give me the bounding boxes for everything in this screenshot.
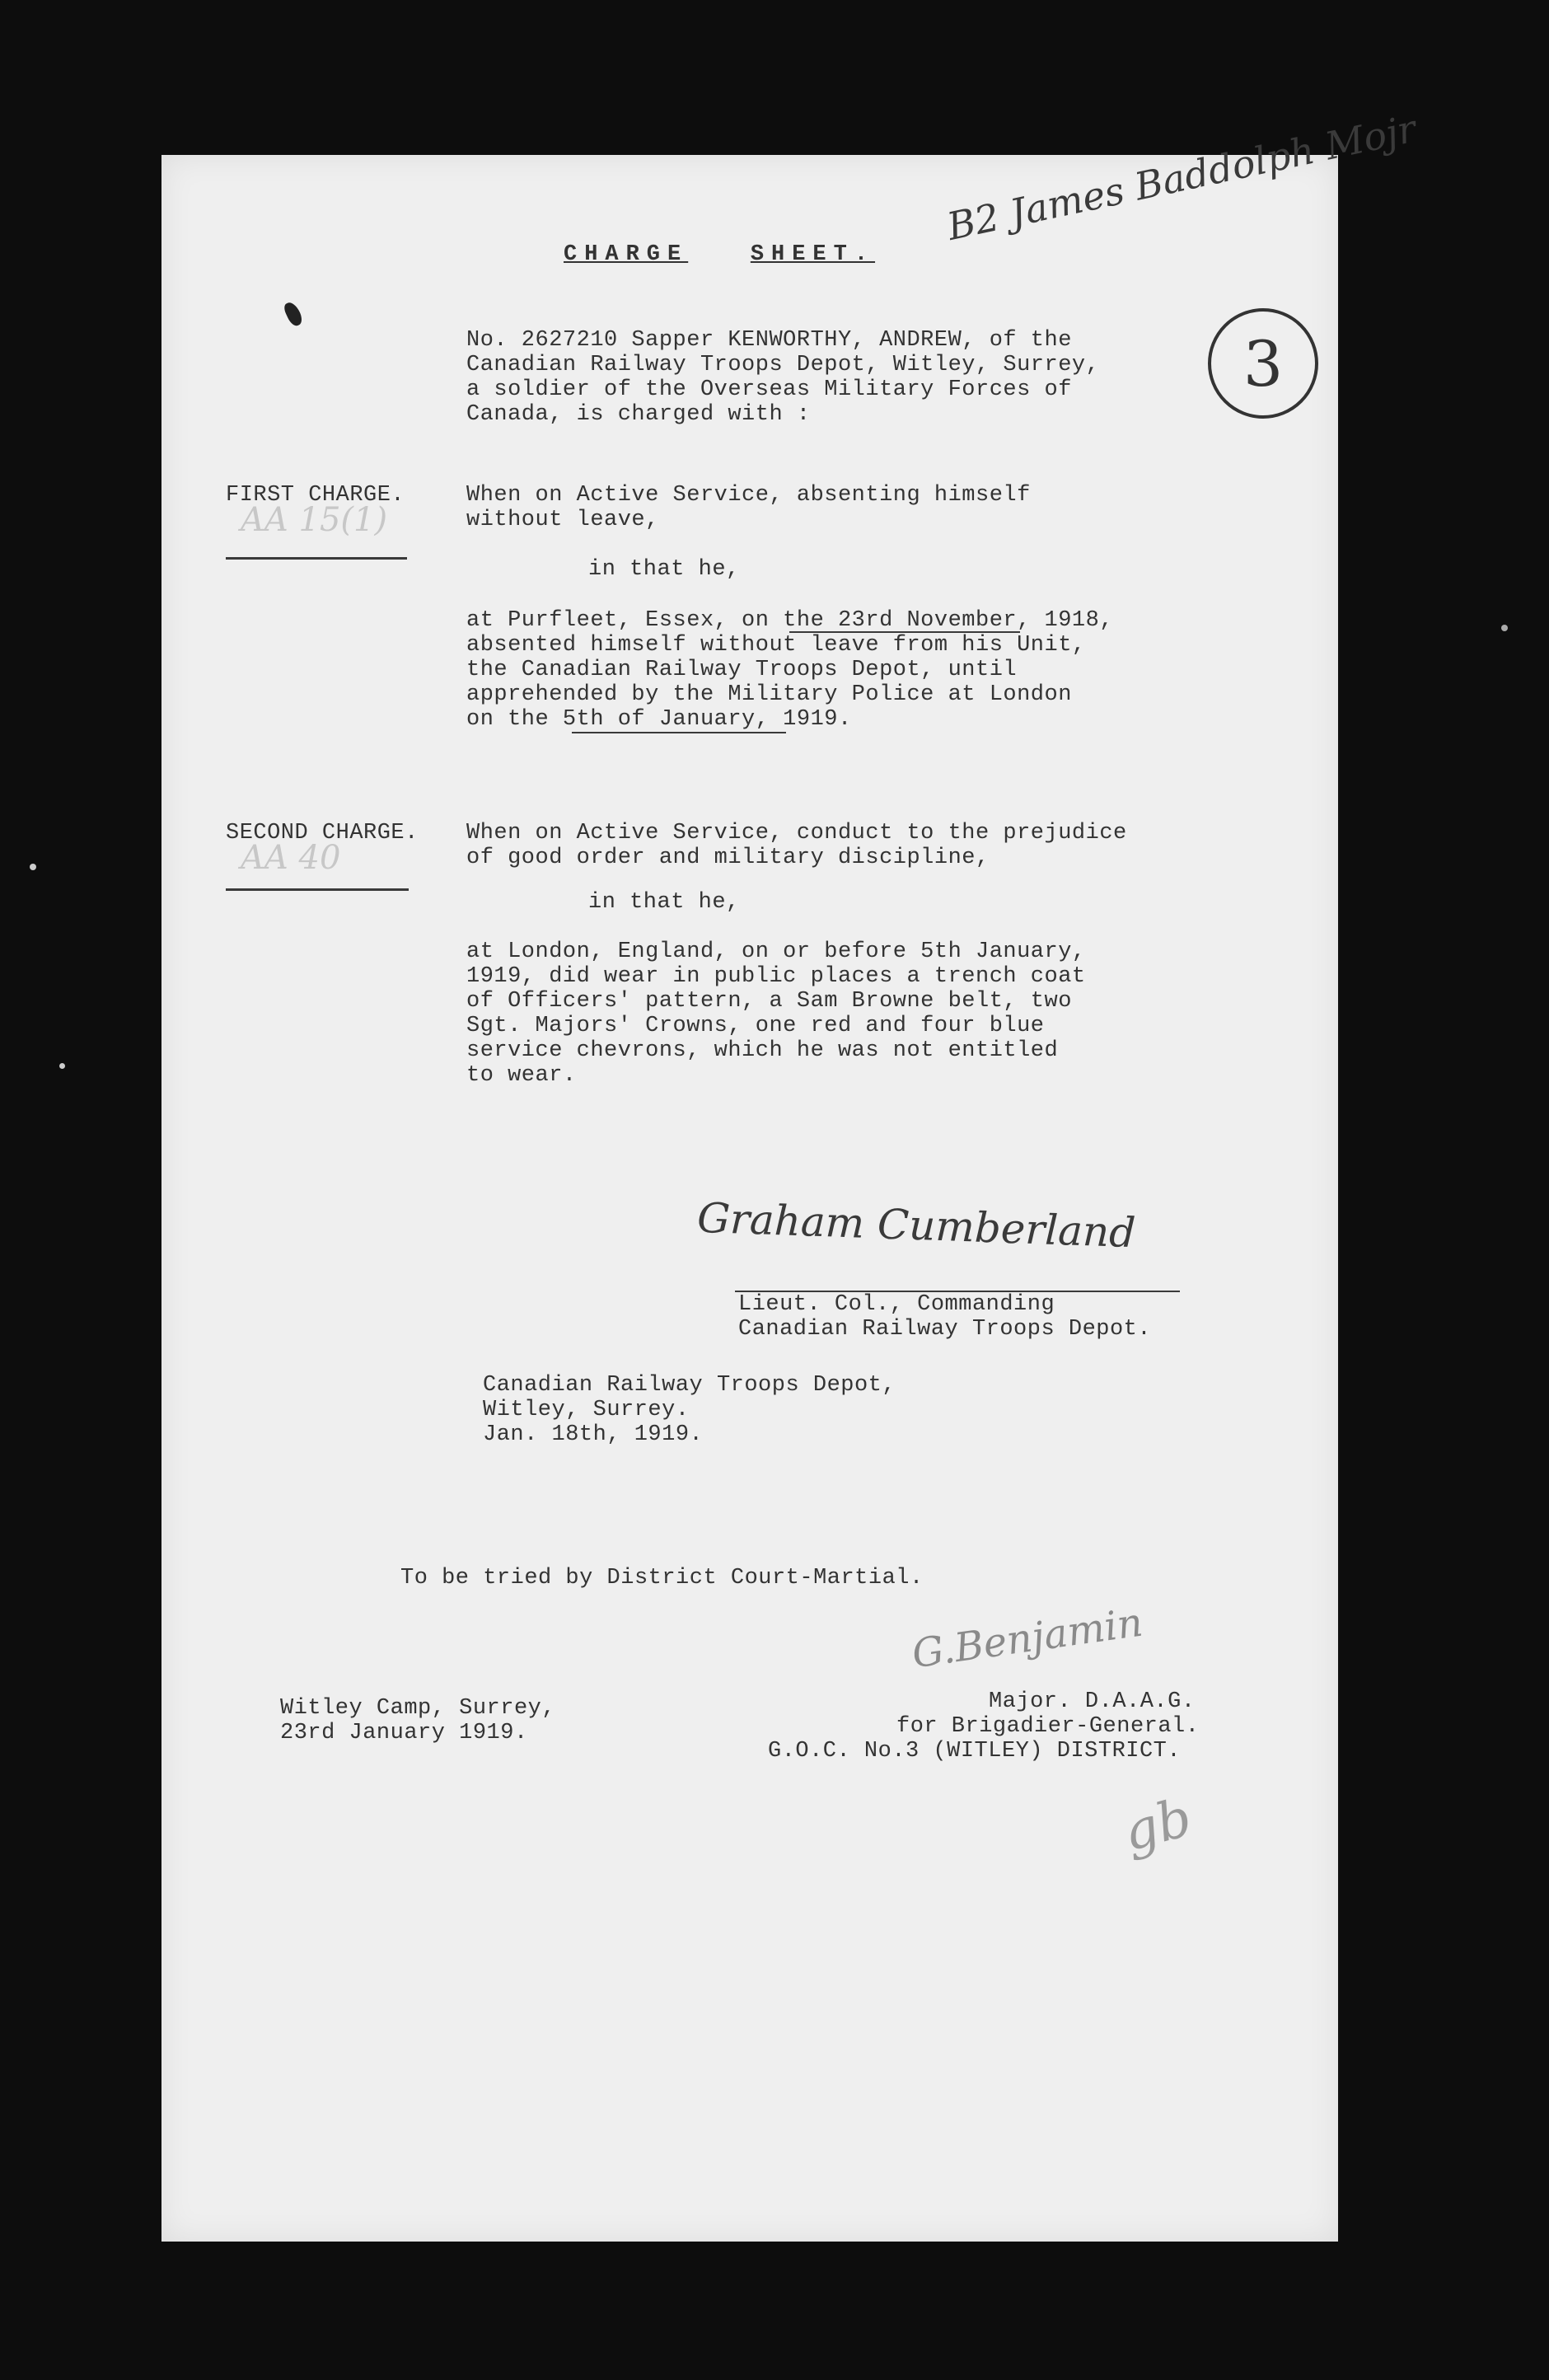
intro-line: Canada, is charged with :	[466, 402, 811, 427]
major-signature: G.Benjamin	[909, 1599, 1146, 1678]
handwritten-initials: gb	[1116, 1787, 1199, 1864]
signature-rank-line: Canadian Railway Troops Depot.	[738, 1317, 1152, 1342]
second-charge-underline	[226, 888, 409, 891]
first-charge-particulars-line: the Canadian Railway Troops Depot, until	[466, 658, 1018, 682]
title-word-charge: CHARGE	[564, 242, 689, 267]
first-charge-particulars-line: absented himself without leave from his Unit,	[466, 633, 1086, 658]
place-date-line: Jan. 18th, 1919.	[483, 1422, 704, 1447]
circled-page-number: 3	[1208, 308, 1318, 419]
footer-authority-line: for Brigadier-General.	[896, 1714, 1200, 1739]
second-charge-particulars-line: of Officers' pattern, a Sam Browne belt, two	[466, 989, 1072, 1014]
footer-authority-line: G.O.C. No.3 (WITLEY) DISTRICT.	[768, 1739, 1182, 1764]
second-charge-particulars-line: 1919, did wear in public places a trench coat	[466, 964, 1086, 989]
ink-blot	[282, 300, 304, 328]
court-martial-order: To be tried by District Court-Martial.	[400, 1566, 924, 1591]
first-charge-label: FIRST CHARGE.	[226, 483, 405, 508]
second-charge-margin-note: AA 40	[241, 839, 341, 877]
first-charge-statement-line: without leave,	[466, 508, 659, 532]
footer-place-line: Witley Camp, Surrey,	[280, 1696, 556, 1721]
film-speck	[59, 1063, 65, 1069]
first-charge-statement-line: When on Active Service, absenting himself	[466, 483, 1031, 508]
second-charge-particulars-line: service chevrons, which he was not entitled	[466, 1038, 1059, 1063]
first-charge-particulars-line: apprehended by the Military Police at London	[466, 682, 1072, 707]
first-charge-particulars-line: on the 5th of January, 1919.	[466, 707, 852, 732]
first-charge-underline	[226, 557, 407, 560]
second-charge-label: SECOND CHARGE.	[226, 821, 419, 846]
film-speck	[30, 864, 36, 870]
place-date-line: Witley, Surrey.	[483, 1398, 690, 1422]
second-charge-particulars-line: at London, England, on or before 5th January,	[466, 939, 1086, 964]
title-word-sheet: SHEET.	[750, 242, 876, 267]
first-charge-in-that: in that he,	[588, 557, 740, 582]
first-charge-margin-note: AA 15(1)	[241, 501, 388, 539]
second-charge-in-that: in that he,	[588, 890, 740, 915]
document-title	[564, 242, 875, 267]
film-speck	[1501, 625, 1508, 631]
intro-line: No. 2627210 Sapper KENWORTHY, ANDREW, of the	[466, 328, 1072, 353]
second-charge-statement-line: of good order and military discipline,	[466, 846, 990, 870]
second-charge-particulars-line: Sgt. Majors' Crowns, one red and four blue	[466, 1014, 1045, 1038]
first-charge-particulars-line: at Purfleet, Essex, on the 23rd November, 1918,	[466, 608, 1114, 633]
intro-line: Canadian Railway Troops Depot, Witley, Surrey,	[466, 353, 1100, 377]
date-underline	[789, 631, 1020, 633]
date-underline	[572, 732, 786, 733]
charge-sheet-page	[161, 105, 1420, 2242]
second-charge-statement-line: When on Active Service, conduct to the prejudice	[466, 821, 1127, 846]
place-date-line: Canadian Railway Troops Depot,	[483, 1373, 896, 1398]
footer-authority-line: Major. D.A.A.G.	[989, 1689, 1196, 1714]
second-charge-particulars-line: to wear.	[466, 1063, 577, 1088]
handwritten-top-note: B2 James Baddolph Mojr	[943, 105, 1420, 249]
footer-place-line: 23rd January 1919.	[280, 1721, 528, 1745]
commanding-officer-signature: Graham Cumberland	[696, 1193, 1137, 1258]
signature-rank-line: Lieut. Col., Commanding	[738, 1292, 1055, 1317]
intro-line: a soldier of the Overseas Military Forces of	[466, 377, 1072, 402]
